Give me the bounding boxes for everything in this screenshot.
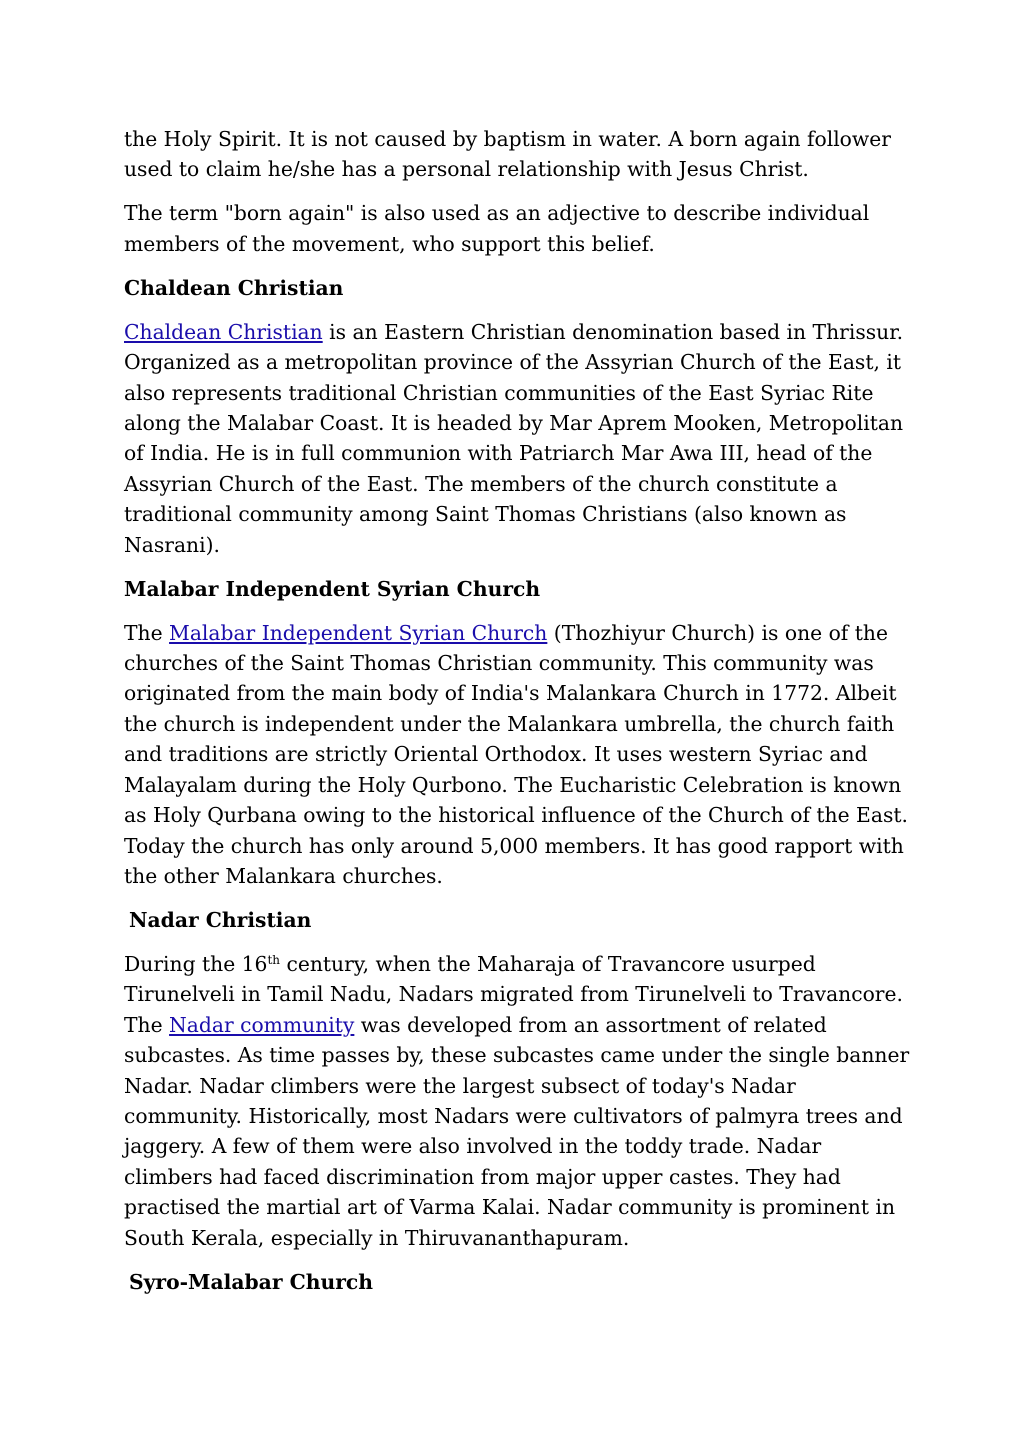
- nadar-mid: century, when the Maharaja of Travancore usurped Tirunelveli in Tamil Nadu, Nadars migrated from Tirunelveli to Travancore. The: [124, 951, 903, 1037]
- intro-paragraph-2: The term "born again" is also used as an adjective to describe individual members of the movement, who support this belief.: [124, 201, 870, 256]
- nadar-paragraph: [124, 949, 914, 1253]
- nadar-pre: During the 16: [124, 951, 268, 976]
- malabar-heading: Malabar Independent Syrian Church: [124, 576, 541, 601]
- intro-paragraph-1: the Holy Spirit. It is not caused by baptism in water. A born again follower used to claim he/she has a personal relationship with Jesus Christ.: [124, 127, 891, 182]
- malabar-link[interactable]: Malabar Independent Syrian Church: [169, 620, 548, 645]
- malabar-pre: The: [124, 620, 170, 645]
- nadar-heading: Nadar Christian: [129, 907, 312, 932]
- syro-malabar-heading: Syro-Malabar Church: [129, 1269, 373, 1294]
- chaldean-paragraph: [124, 317, 914, 560]
- nadar-link[interactable]: Nadar community: [169, 1012, 355, 1037]
- chaldean-link[interactable]: Chaldean Christian: [124, 319, 323, 344]
- chaldean-heading: Chaldean Christian: [124, 275, 344, 300]
- nadar-text: was developed from an assortment of related subcastes. As time passes by, these subcastes came under the single banner Nadar. Nadar climbers were the largest subsect of today's Nadar community. Historically, most Nadars were cultivators of palmyra trees and jaggery. A few of them were also involved in the toddy trade. Nadar climbers had faced discrimination from major upper castes. They had practised the martial art of Varma Kalai. Nadar community is prominent in South Kerala, especially in Thiruvananthapuram.: [124, 1012, 910, 1250]
- malabar-paragraph: [124, 618, 914, 892]
- chaldean-text: is an Eastern Christian denomination based in Thrissur. Organized as a metropolitan province of the Assyrian Church of the East, it also represents traditional Christian communities of the East Syriac Rite along the Malabar Coast. It is headed by Mar Aprem Mooken, Metropolitan of India. He is in full communion with Patriarch Mar Awa III, head of the Assyrian Church of the East. The members of the church constitute a traditional community among Saint Thomas Christians (also known as Nasrani).: [124, 319, 904, 557]
- malabar-text: (Thozhiyur Church) is one of the churches of the Saint Thomas Christian community. This community was originated from the main body of India's Malankara Church in 1772. Albeit the church is independent under the Malankara umbrella, the church faith and traditions are strictly Oriental Orthodox. It uses western Syriac and Malayalam during the Holy Qurbono. The Eucharistic Celebration is known as Holy Qurbana owing to the historical influence of the Church of the East. Today the church has only around 5,000 members. It has good rapport with the other Malankara churches.: [124, 620, 908, 888]
- document-page: [124, 124, 914, 1311]
- nadar-superscript: th: [267, 952, 281, 967]
